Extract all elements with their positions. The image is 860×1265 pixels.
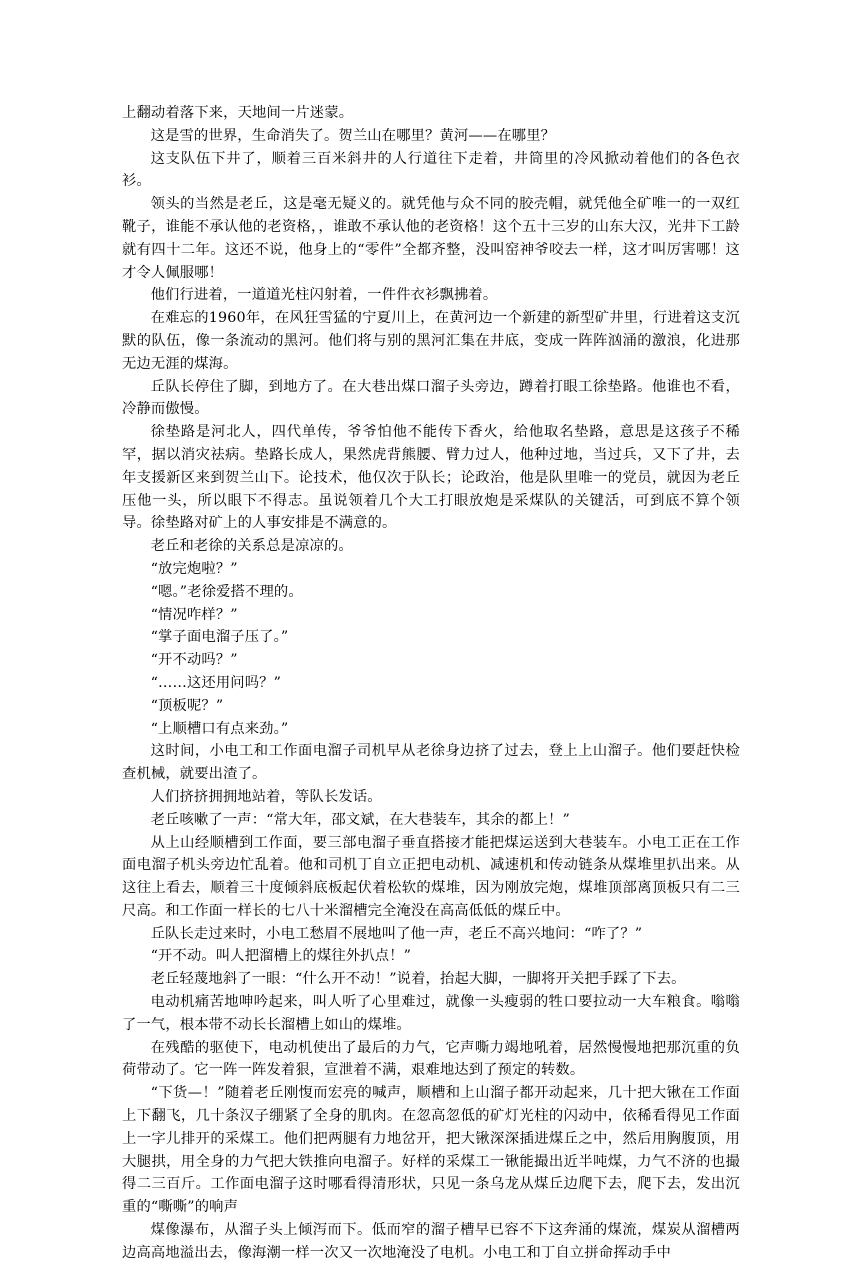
dialogue-line: “掌子面电溜子压了。”	[150, 629, 289, 646]
dialogue-line: “嗯。”老徐爱搭不理的。	[150, 583, 303, 600]
paragraph: 上翻动着落下来，天地间一片迷蒙。	[122, 105, 354, 121]
dialogue-line: “放完炮啦？”	[150, 560, 238, 577]
paragraph: 丘队长停住了脚，到地方了。在大巷出煤口溜子头旁边，蹲着打眼工徐垫路。他谁也不看，冷静而傲慢。	[122, 378, 740, 418]
dialogue-line: “上顺槽口有点来劲。”	[150, 720, 289, 737]
paragraph: “下货—！”随着老丘刚愎而宏亮的喊声，顺槽和上山溜子都开动起来，几十把大锹在工作面上下翻飞，几十条汉子绷紧了全身的肌肉。在忽高忽低的矿灯光柱的闪动中，依稀看得见工作面上一字儿排开的采煤工。他们把两腿有力地岔开，把大锹深深插进煤丘之中，然后用胸腹顶，用大腿拱，用全身的力气把大铁推向电溜子。好样的采煤工一锹能撮出近半吨煤，力气不济的也撮得二三百斤。工作面电溜子这时哪看得清形状，只见一条乌龙从煤丘边爬下去，爬下去，发出沉重的“嘶嘶”的响声	[122, 1085, 740, 1216]
paragraph: 老丘咳嗽了一声：“常大年，邵文斌，在大巷装车，其余的都上！”	[150, 811, 571, 828]
paragraph: 领头的当然是老丘，这是毫无疑义的。就凭他与众不同的胶壳帽，就凭他全矿唯一的一双红靴子，谁能不承认他的老资格，，谁敢不承认他的老资格！这个五十三岁的山东大汉，光井下工龄就有四十二年。这还不说，他身上的“零件”全都齐整，没叫窑神爷咬去一样，这才叫厉害哪！这才令人佩服哪！	[122, 196, 740, 281]
paragraph: 从上山经顺槽到工作面，要三部电溜子垂直搭接才能把煤运送到大巷装车。小电工正在工作面电溜子机头旁边忙乱着。他和司机丁自立正把电动机、减速机和传动链条从煤堆里扒出来。从这往上看去，顺着三十度倾斜底板起伏着松软的煤堆，因为刚放完炮，煤堆顶部离顶板只有二三尺高。和工作面一样长的七八十米溜槽完全淹没在高高低低的煤丘中。	[122, 834, 740, 919]
dialogue-line: “顶板呢？”	[150, 697, 224, 714]
paragraph: 老丘和老徐的关系总是凉凉的。	[150, 538, 353, 555]
paragraph: 在难忘的1960年，在风狂雪猛的宁夏川上，在黄河边一个新建的新型矿井里，行进着这支沉默的队伍，像一条流动的黑河。他们将与别的黑河汇集在井底，变成一阵阵汹涌的激浪，化进那无边无涯的煤海。	[122, 310, 740, 372]
dialogue-line: “情况咋样？”	[150, 606, 238, 623]
paragraph: 这支队伍下井了，顺着三百米斜井的人行道往下走着，井筒里的冷风掀动着他们的各色衣衫。	[122, 150, 740, 190]
dialogue-line: “开不动。叫人把溜槽上的煤往外扒点！”	[150, 948, 412, 965]
paragraph: 徐垫路是河北人，四代单传，爷爷怕他不能传下香火，给他取名垫路，意思是这孩子不稀罕，据以消灾祛病。垫路长成人，果然虎背熊腰、臂力过人，他种过地，当过兵，又下了井，去年支援新区来到贺兰山下。论技术，他仅次于队长；论政治，他是队里唯一的党员，就因为老丘压他一头，所以眼下不得志。虽说领着几个大工打眼放炮是采煤队的关键活，可到底不算个领导。徐垫路对矿上的人事安排是不满意的。	[122, 424, 740, 532]
paragraph: 这时间，小电工和工作面电溜子司机早从老徐身边挤了过去，登上上山溜子。他们要赶快检查机械，就要出渣了。	[122, 743, 740, 783]
dialogue-line: “开不动吗？”	[150, 652, 238, 669]
body-text	[122, 102, 740, 1265]
dialogue-line: “……这还用问吗？”	[150, 674, 282, 691]
paragraph: 他们行进着，一道道光柱闪射着，一件件衣衫飘拂着。	[150, 287, 498, 304]
paragraph: 煤像瀑布，从溜子头上倾泻而下。低而窄的溜子槽早已容不下这奔涌的煤流，煤炭从溜槽两边高高地溢出去，像海潮一样一次又一次地淹没了电机。小电工和丁自立拼命挥动手中	[122, 1222, 740, 1261]
paragraph: 丘队长走过来时，小电工愁眉不展地叫了他一声，老丘不高兴地问：“咋了？”	[150, 925, 643, 942]
paragraph: 在残酷的驱使下，电动机使出了最后的力气，它声嘶力竭地吼着，居然慢慢地把那沉重的负荷带动了。它一阵一阵发着狠，宣泄着不满，艰难地达到了预定的转数。	[122, 1039, 740, 1079]
paragraph: 电动机痛苦地呻吟起来，叫人听了心里难过，就像一头瘦弱的牲口要拉动一大车粮食。嗡嗡了一气，根本带不动长长溜槽上如山的煤堆。	[122, 994, 740, 1033]
paragraph: 这是雪的世界，生命消失了。贺兰山在哪里？黄河——在哪里？	[150, 127, 556, 144]
paragraph: 老丘轻蔑地斜了一眼：“什么开不动！”说着，抬起大脚，一脚将开关把手踩了下去。	[150, 971, 686, 988]
paragraph: 人们挤挤拥拥地站着，等队长发话。	[150, 788, 382, 805]
